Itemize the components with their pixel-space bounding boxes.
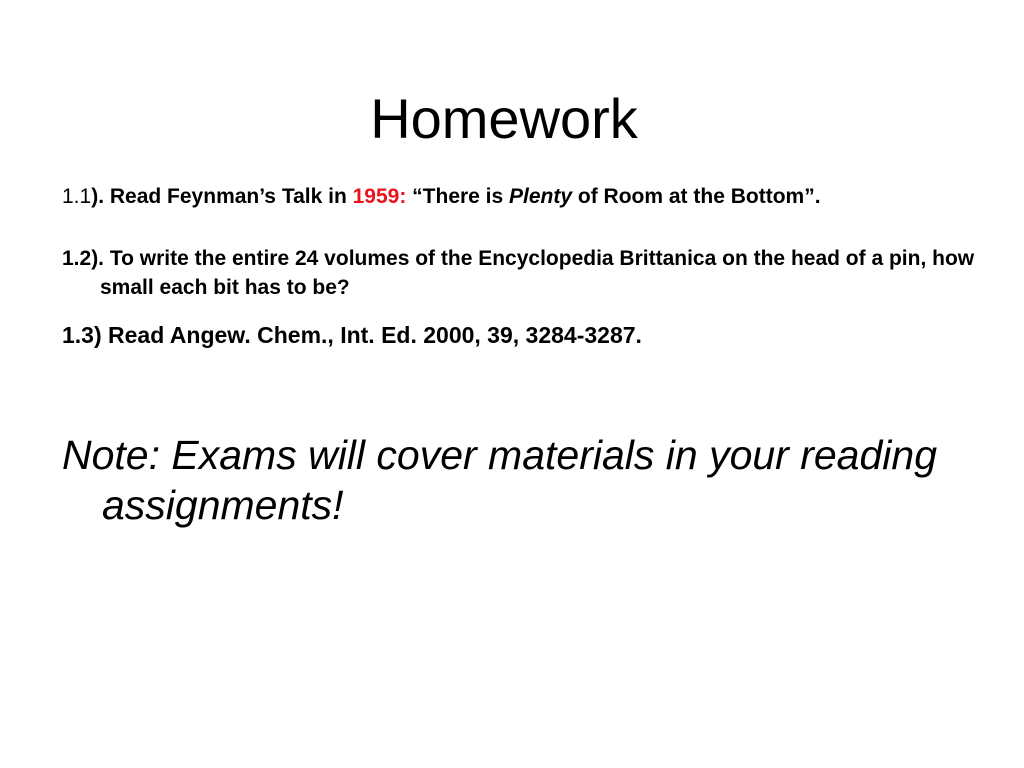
item-1-year: 1959: (352, 185, 407, 208)
exam-note: Note: Exams will cover materials in your reading assignments! (62, 432, 937, 528)
slide-title: Homework (370, 87, 638, 150)
item-1-quote-open: “There is (406, 185, 510, 208)
homework-item-2: 1.2). To write the entire 24 volumes of the Encyclopedia Brittanica on the head of a pin, how small each bit has to be? (62, 247, 975, 299)
item-1-number: 1.1 (62, 185, 92, 208)
item-1-quote-close: of Room at the Bottom”. (572, 185, 821, 208)
item-1-prefix: ). Read Feynman’s Talk in (91, 185, 353, 208)
homework-item-1 (62, 182, 1000, 211)
item-1-emphasis: Plenty (509, 185, 573, 208)
homework-item-3: 1.3) Read Angew. Chem., Int. Ed. 2000, 39, 3284-3287. (62, 322, 642, 348)
